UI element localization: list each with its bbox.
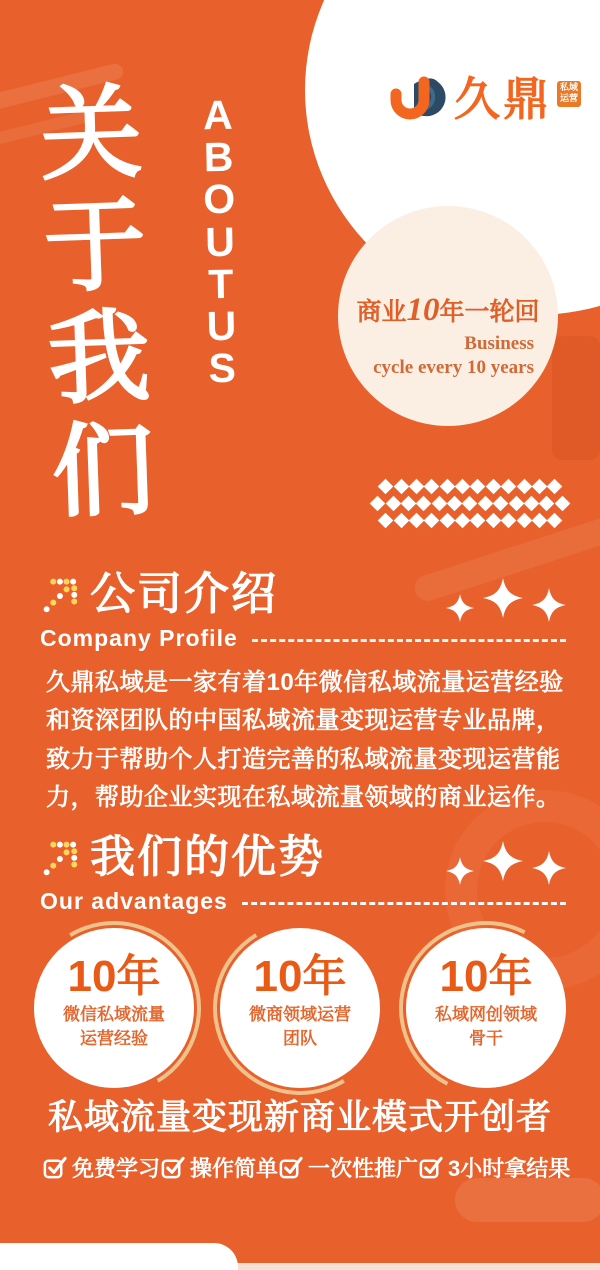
bubble-number: 10 [406,292,440,328]
section-subtitle: Our advantages [40,888,228,914]
advantage-circles [0,928,600,1088]
footer-headline: 私域流量变现新商业模式开创者 [47,1098,552,1137]
brand-logo [386,70,581,128]
dotted-arrow-icon [40,838,82,880]
check-square-icon [42,1155,67,1180]
check-item: 操作简单 [160,1152,278,1183]
check-item: 3小时拿结果 [418,1152,570,1183]
sparkle-icon [446,857,474,885]
advantage-years: 10年 [439,952,533,1001]
advantage-circle: 10年 微商领域运营 团队 [220,928,380,1088]
check-square-icon [278,1155,303,1180]
section-subtitle: Company Profile [40,625,238,651]
page-title-chinese: 关于我们 [38,75,156,530]
brand-badge: 私域运营 [557,81,581,107]
bubble-english-line: Business cycle every 10 years [373,333,534,378]
advantage-years: 10年 [67,952,161,1001]
brand-name: 久鼎 [454,73,552,125]
section-our-advantages [40,833,566,915]
dotted-arrow-icon [40,575,82,617]
sparkle-icon [446,594,474,622]
dashed-divider [242,902,566,905]
sparkle-stars [446,578,566,622]
business-cycle-bubble [338,206,558,426]
check-item: 一次性推广 [278,1152,418,1183]
sparkle-icon [532,851,566,885]
jd-monogram-icon [386,70,448,128]
company-profile-text: 久鼎私域是一家有着10年微信私域流量运营经验和资深团队的中国私域流量变现运营专业品牌，致力于帮助个人打造完善的私域流量变现运营能力，帮助企业实现在私域流量领域的商业运作。 [46,669,564,812]
page-title-english: ABOUT US [202,91,237,392]
check-square-icon [418,1155,443,1180]
check-item: 免费学习 [42,1152,160,1183]
background-streak [455,1178,600,1222]
diamond-pattern [378,479,570,530]
sparkle-stars [446,841,566,885]
sparkle-icon [483,841,523,881]
section-title: 公司介绍 [90,568,279,619]
section-title: 我们的优势 [90,831,326,882]
check-square-icon [160,1155,185,1180]
sparkle-icon [483,578,523,618]
dashed-divider [252,639,566,642]
sparkle-icon [532,588,566,622]
bottom-notch [0,1243,238,1270]
background-block [552,336,600,460]
advantage-circle: 10年 私域网创领域 骨干 [406,928,566,1088]
advantage-years: 10年 [253,952,347,1001]
advantage-circle: 10年 微信私域流量 运营经验 [34,928,194,1088]
bubble-chinese-line: 商业10年一轮回 [356,292,540,328]
feature-checklist [42,1152,571,1183]
section-company-profile [40,570,566,652]
